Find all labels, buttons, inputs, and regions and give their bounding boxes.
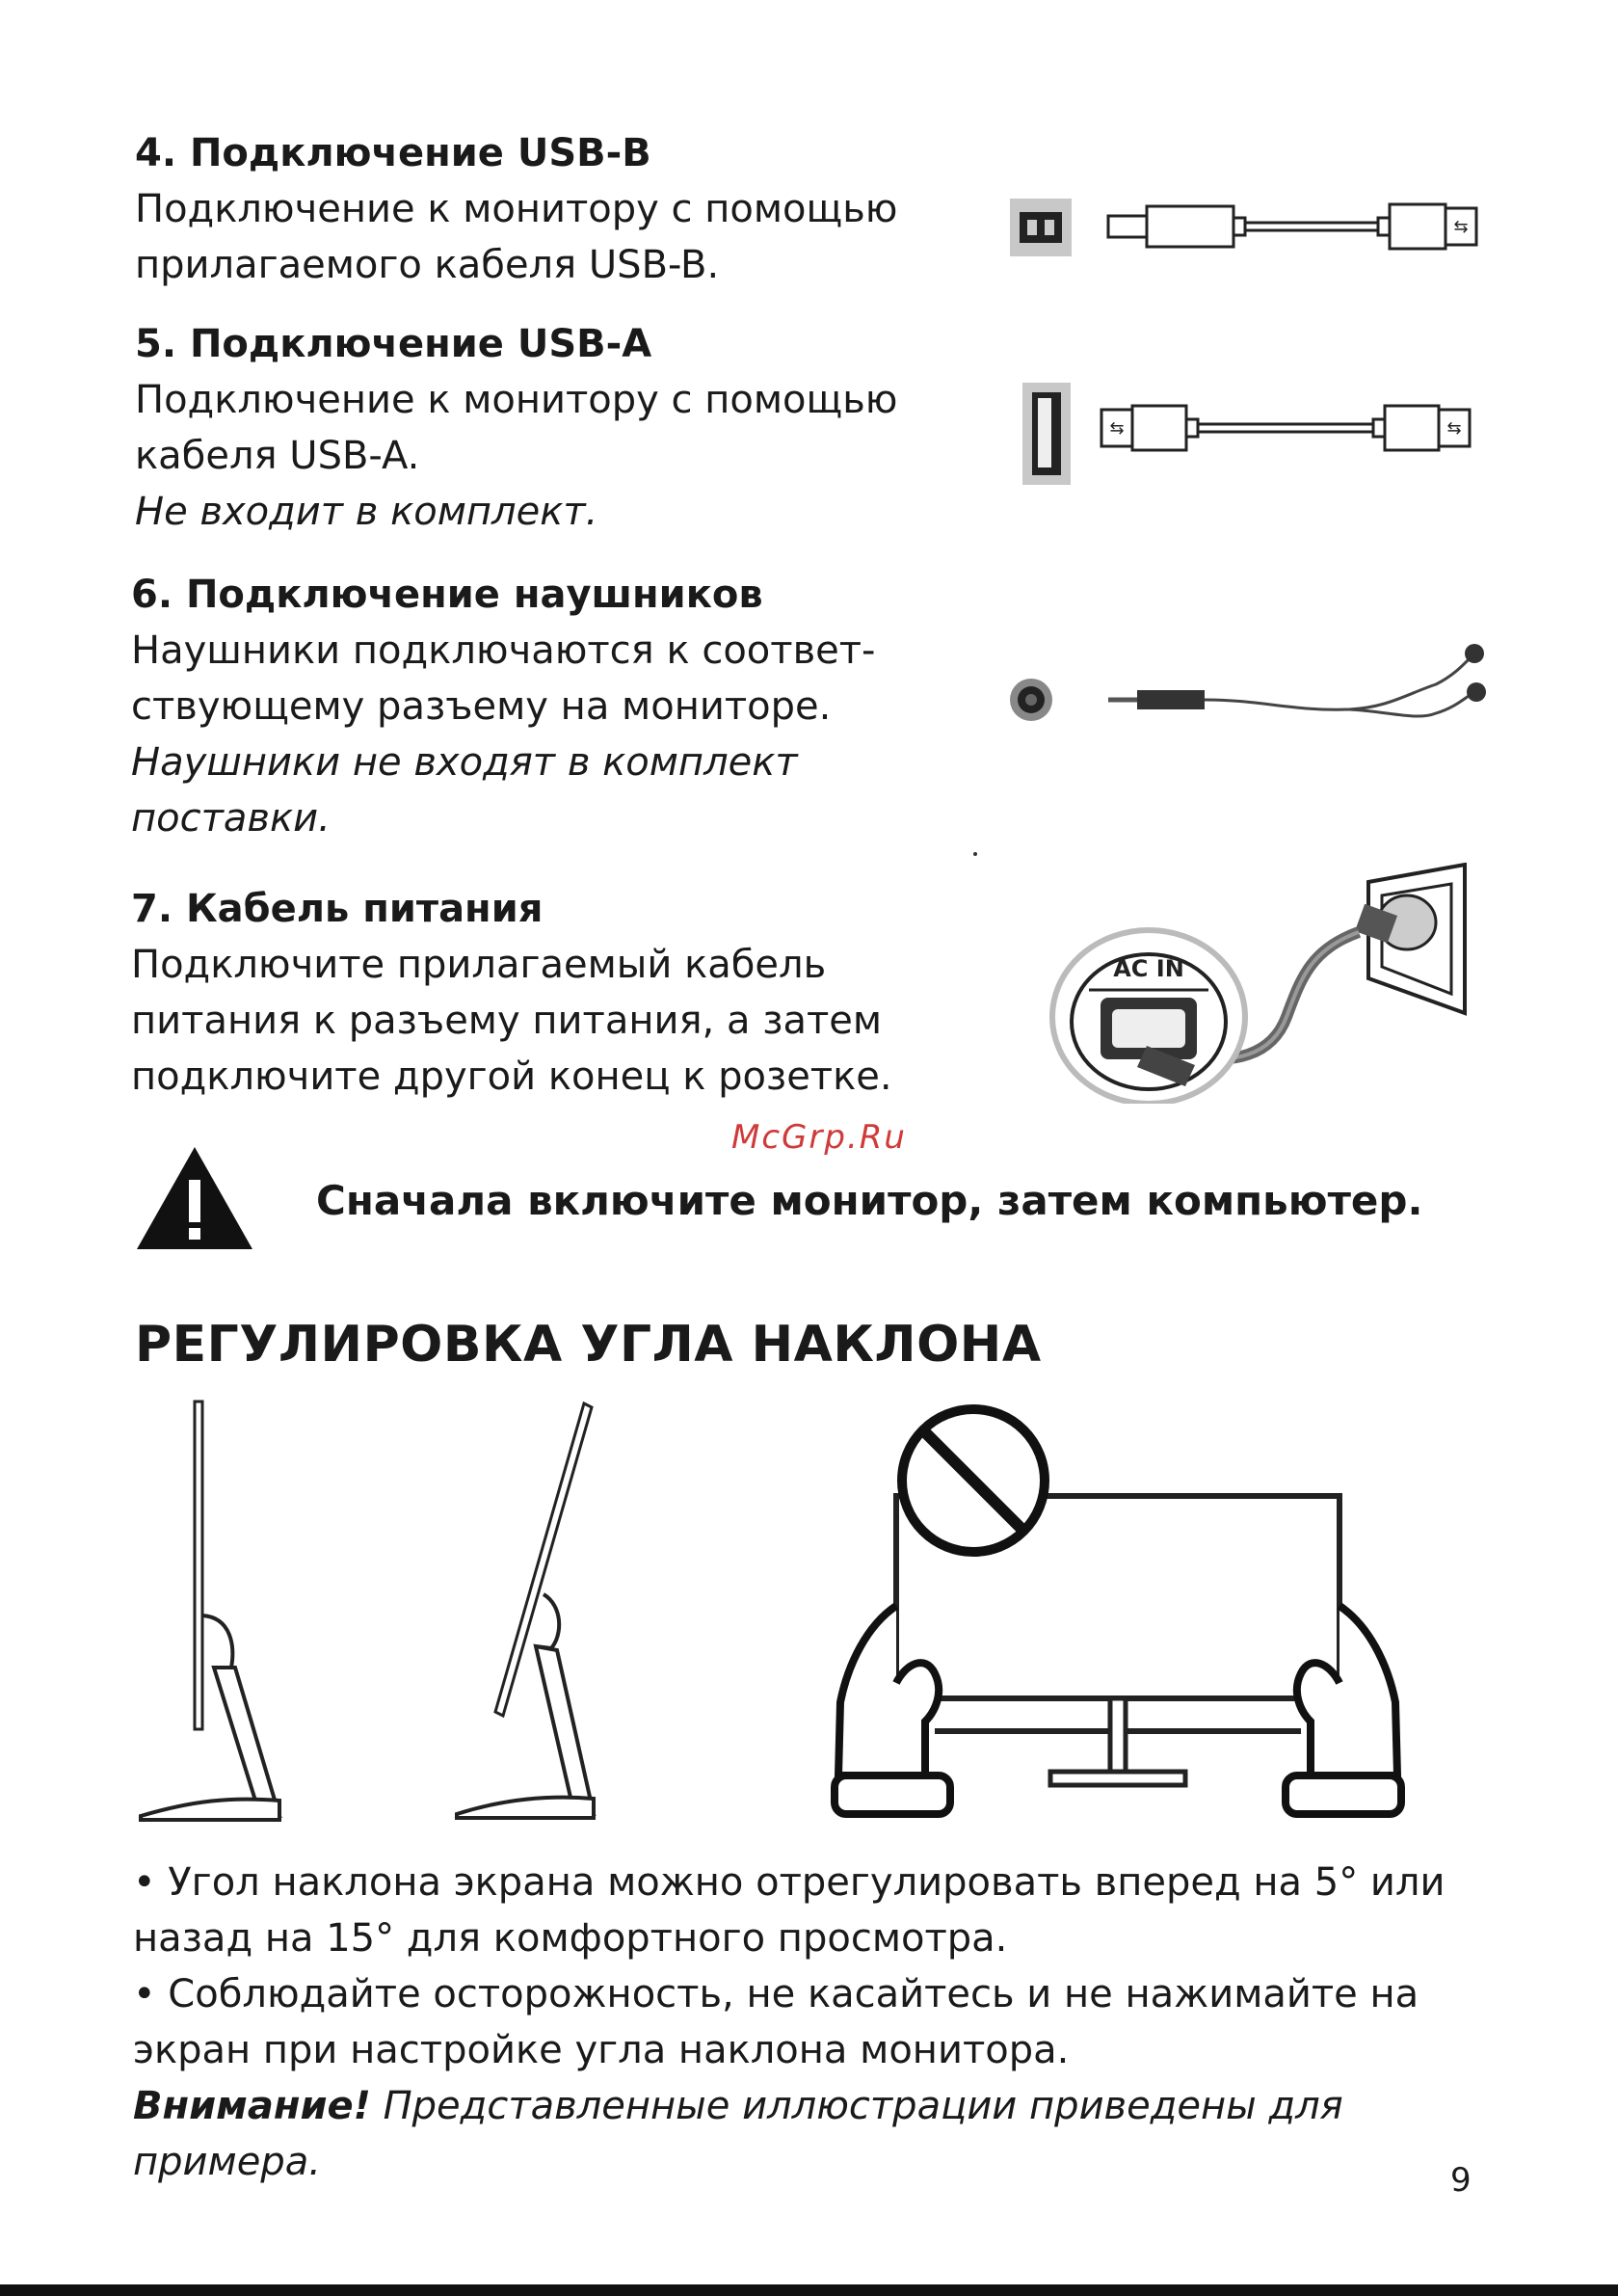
section-text: Подключение к монитору с помощью (135, 378, 898, 422)
page-number: 9 (1450, 2161, 1472, 2200)
ac-in-label: AC IN (1113, 955, 1184, 982)
warning-text: Сначала включите монитор, затем компьютер. (316, 1177, 1423, 1224)
headphones-illustration (1002, 636, 1503, 752)
tilt-section-title: РЕГУЛИРОВКА УГЛА НАКЛОНА (135, 1316, 1042, 1374)
section-text: Наушники подключаются к соответ- (131, 628, 876, 673)
bottom-rule (0, 2284, 1618, 2296)
section-heading: 4. Подключение USB-B (135, 131, 651, 175)
bullet-item: • Угол наклона экрана можно отрегулировать вперед на 5° или назад на 15° для комфортного просмотра. (133, 1860, 1446, 1961)
section-text: Подключите прилагаемый кабель (131, 943, 827, 987)
svg-text:⇆: ⇆ (1446, 418, 1462, 439)
section-power-cable (131, 881, 1104, 1105)
svg-text:⇆: ⇆ (1109, 418, 1125, 439)
section-note: Не входит в комплект. (135, 490, 598, 534)
monitor-tilt-back-illustration (443, 1394, 607, 1828)
do-not-press-screen-illustration (829, 1403, 1417, 1828)
usb-b-cable-illustration (1002, 189, 1484, 266)
stray-dot (973, 852, 977, 856)
bullet-item: • Соблюдайте осторожность, не касайтесь и не нажимайте на экран при настройке угла наклона монитора. (133, 1972, 1419, 2072)
section-usb-a (135, 316, 1108, 540)
section-usb-b (135, 125, 1108, 293)
section-heading: 7. Кабель питания (131, 887, 544, 931)
section-text: питания к разъему питания, а затем (131, 999, 883, 1043)
warning-icon (133, 1143, 256, 1253)
section-heading: 5. Подключение USB-A (135, 322, 652, 366)
usb-a-cable-illustration (1017, 381, 1489, 489)
tilt-instructions (133, 1855, 1501, 2190)
attention-label: Внимание! (133, 2084, 371, 2128)
section-text: Подключение к монитору с помощью (135, 187, 898, 231)
section-heading: 6. Подключение наушников (131, 573, 763, 617)
section-headphones (131, 567, 1104, 846)
svg-text:⇆: ⇆ (1453, 217, 1469, 237)
section-text: ствующему разъему на мониторе. (131, 684, 832, 729)
section-text: подключите другой конец к розетке. (131, 1055, 892, 1099)
power-cable-illustration (1041, 863, 1474, 1104)
watermark: McGrp.Ru (731, 1118, 907, 1157)
attention-note (133, 2078, 1501, 2190)
section-note: Наушники не входят в комплект (131, 740, 798, 785)
monitor-tilt-upright-illustration (135, 1396, 299, 1829)
attention-text: Представленные иллюстрации приведены для примера. (133, 2084, 1343, 2184)
section-text: прилагаемого кабеля USB-B. (135, 243, 720, 287)
section-text: кабеля USB-A. (135, 434, 420, 478)
section-note: поставки. (131, 796, 331, 841)
